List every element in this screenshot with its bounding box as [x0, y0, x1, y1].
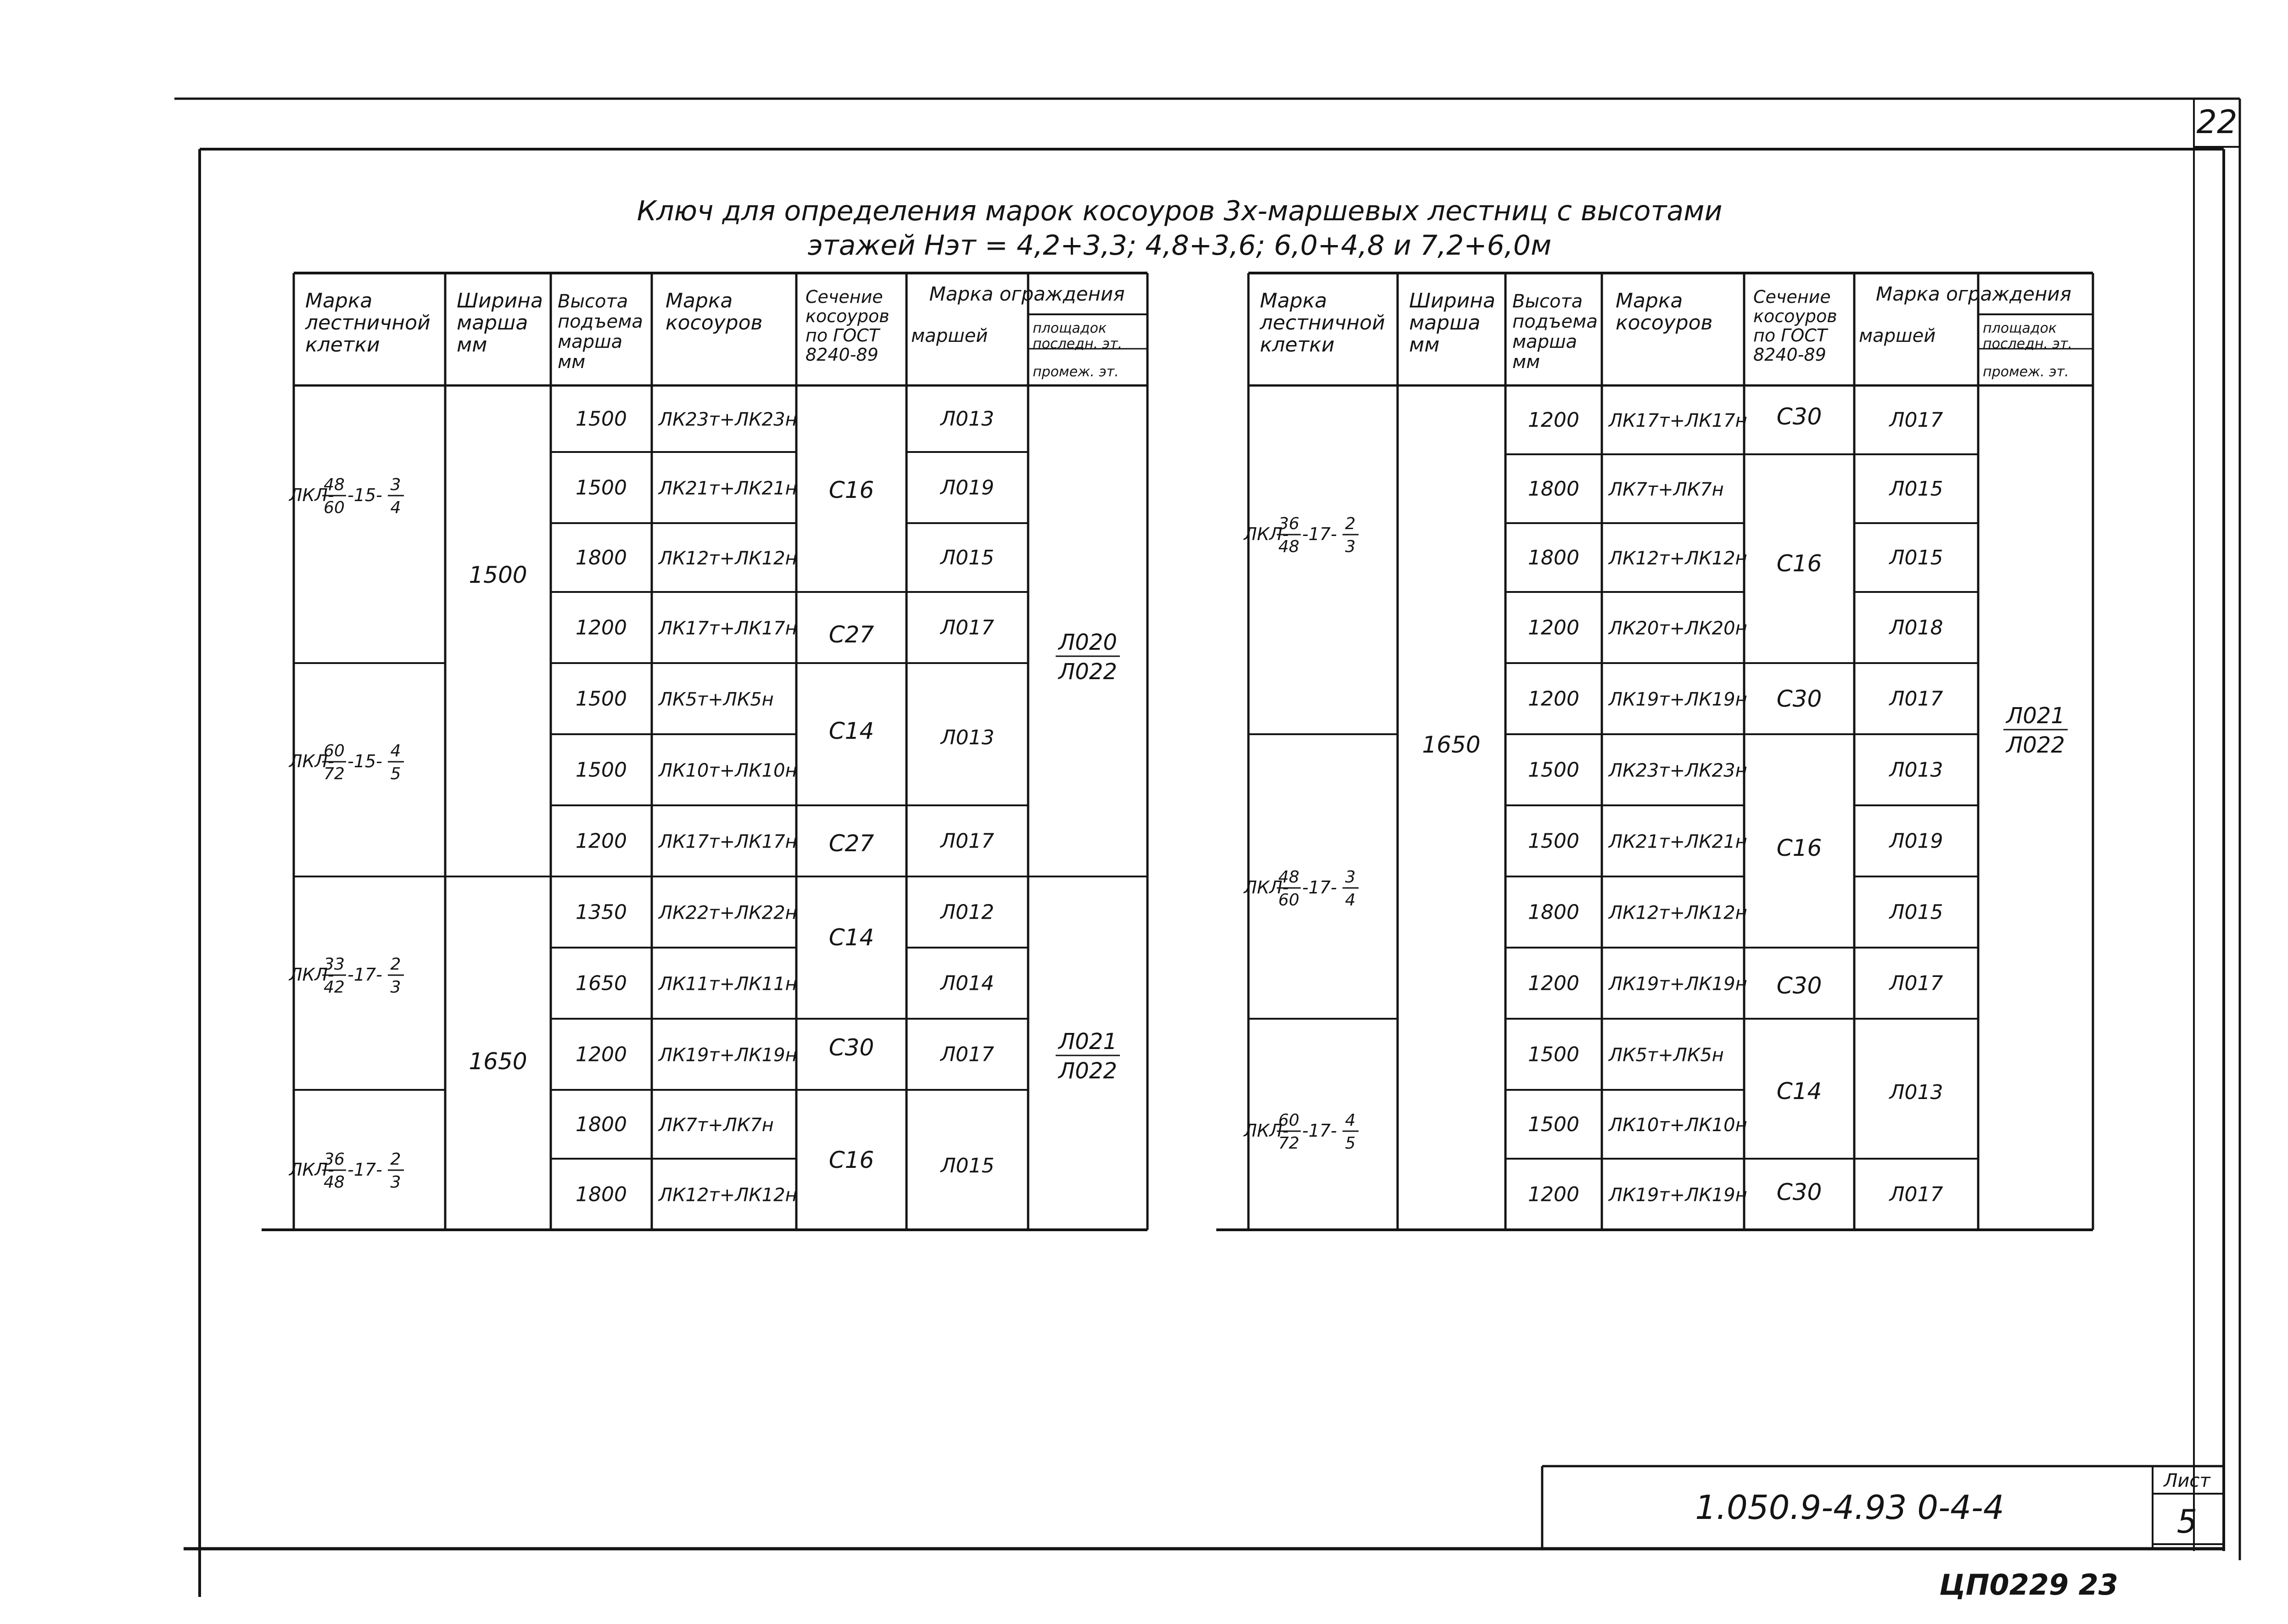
cell-flight-fence: Л015 — [1889, 546, 1943, 569]
cell-stringer-mark: ЛК23т+ЛК23н — [659, 409, 797, 430]
cell-flight-height: 1200 — [1528, 971, 1579, 995]
mark-prefix: ЛКЛ- — [289, 1160, 334, 1180]
cell-flight-fence: Л015 — [940, 546, 995, 569]
cell-flight-fence: Л017 — [940, 1043, 995, 1066]
mark-numerator: 60 — [1278, 1111, 1299, 1130]
landing-fence — [1056, 630, 1120, 685]
archive-stamp: ЦП0229 23 — [1939, 1568, 2118, 1602]
cell-flight-height: 1800 — [1528, 546, 1579, 569]
cell-flight-height: 1500 — [576, 407, 627, 431]
cell-flight-height: 1800 — [1528, 477, 1579, 501]
cell-stringer-mark: ЛК19т+ЛК19н — [1609, 689, 1747, 710]
cell-section: С30 — [1776, 403, 1822, 430]
cell-stringer-mark: ЛК21т+ЛК21н — [1609, 831, 1747, 853]
cell-flight-fence: Л015 — [1889, 477, 1943, 501]
cell-flight-height: 1800 — [576, 546, 627, 569]
cell-flight-height: 1500 — [576, 476, 627, 500]
cell-flight-height: 1500 — [1528, 1043, 1579, 1066]
cell-flight-height: 1200 — [1528, 1183, 1579, 1206]
header-width: Ширина — [1409, 289, 1495, 313]
cell-flight-height: 1200 — [576, 829, 627, 853]
mark-fraction-num: 2 — [390, 1150, 401, 1169]
header-section: косоуров — [1753, 306, 1837, 326]
mark-numerator: 33 — [324, 955, 345, 974]
cell-stringer-mark: ЛК12т+ЛК12н — [659, 1184, 797, 1206]
header-section: Сечение — [806, 287, 883, 307]
mark-middle: -17- — [347, 965, 382, 985]
cell-stringer-mark: ЛК10т+ЛК10н — [659, 760, 797, 781]
cell-flight-height: 1800 — [1528, 900, 1579, 924]
cell-flight-fence: Л017 — [1889, 408, 1943, 432]
header-mark: Марка — [1260, 289, 1327, 313]
cell-stringer-mark: ЛК22т+ЛК22н — [659, 902, 797, 924]
mark-prefix: ЛКЛ- — [1244, 877, 1289, 898]
cell-section: С16 — [828, 477, 874, 503]
cell-flight-fence: Л017 — [940, 829, 995, 853]
cell-stringer-mark: ЛК20т+ЛК20н — [1609, 618, 1747, 639]
staircase-mark — [1243, 868, 1359, 910]
cell-flight-height: 1500 — [1528, 1113, 1579, 1136]
mark-prefix: ЛКЛ- — [1244, 524, 1289, 544]
header-height: марша — [1512, 331, 1578, 352]
cell-section: С30 — [828, 1034, 874, 1061]
staircase-mark — [288, 955, 404, 997]
cell-flight-height: 1200 — [1528, 408, 1579, 432]
mark-middle: -15- — [347, 485, 382, 505]
corner-sheet-number: 22 — [2196, 103, 2238, 141]
header-section: 8240-89 — [806, 345, 878, 365]
cell-flight-height: 1200 — [1528, 616, 1579, 640]
cell-flight-fence: Л017 — [1889, 687, 1943, 711]
cell-section: С30 — [1776, 1179, 1822, 1205]
landing-fence-bottom: Л022 — [1058, 1058, 1117, 1084]
cell-stringer-mark: ЛК7т+ЛК7н — [659, 1115, 774, 1136]
cell-stringer-mark: ЛК7т+ЛК7н — [1609, 479, 1724, 500]
header-section: по ГОСТ — [806, 325, 879, 346]
mark-middle: -17- — [1302, 877, 1337, 898]
cell-flight-fence: Л017 — [1889, 1183, 1943, 1206]
header-fence: Марка ограждения — [929, 283, 1125, 305]
mark-numerator: 36 — [324, 1150, 345, 1169]
mark-middle: -17- — [1302, 524, 1337, 544]
header-width: мм — [1409, 333, 1440, 357]
cell-stringer-mark: ЛК10т+ЛК10н — [1609, 1115, 1747, 1136]
cell-section: С14 — [828, 924, 874, 951]
mark-fraction-den: 3 — [390, 978, 401, 997]
mark-fraction-num: 3 — [390, 475, 401, 494]
header-fence-landings: последн. эт. — [1983, 336, 2072, 352]
cell-section: С14 — [1776, 1078, 1822, 1105]
cell-flight-height: 1200 — [1528, 687, 1579, 711]
cell-flight-height: 1650 — [576, 971, 627, 995]
cell-section: С16 — [828, 1147, 874, 1173]
mark-prefix: ЛКЛ- — [289, 965, 334, 985]
cell-flight-height: 1800 — [576, 1183, 627, 1206]
mark-numerator: 48 — [1278, 868, 1299, 887]
header-fence-flights: маршей — [1859, 325, 1936, 346]
header-stringers: Марка — [666, 289, 733, 313]
mark-denominator: 72 — [324, 765, 345, 783]
cell-stringer-mark: ЛК12т+ЛК12н — [659, 548, 797, 569]
cell-flight-width: 1650 — [1422, 731, 1481, 758]
header-fence-landings-2: промеж. эт. — [1983, 364, 2069, 380]
header-height: мм — [558, 352, 586, 373]
staircase-mark — [1243, 1111, 1359, 1153]
header-mark: клетки — [1260, 333, 1335, 357]
cell-stringer-mark: ЛК19т+ЛК19н — [1609, 973, 1747, 995]
mark-fraction-num: 3 — [1345, 868, 1356, 887]
header-fence-landings: последн. эт. — [1033, 336, 1122, 352]
cell-flight-fence: Л019 — [1889, 829, 1943, 853]
cell-flight-width: 1500 — [469, 562, 527, 588]
header-height: марша — [558, 331, 623, 352]
cell-stringer-mark: ЛК12т+ЛК12н — [1609, 902, 1747, 924]
cell-section: С27 — [828, 621, 874, 648]
header-height: Высота — [558, 291, 628, 312]
mark-fraction-den: 5 — [1345, 1134, 1356, 1153]
cell-flight-fence: Л012 — [940, 900, 995, 924]
mark-prefix: ЛКЛ- — [289, 485, 334, 505]
staircase-mark — [1243, 514, 1359, 556]
cell-stringer-mark: ЛК17т+ЛК17н — [659, 831, 797, 853]
mark-numerator: 60 — [324, 742, 345, 760]
header-width: марша — [457, 311, 528, 335]
title-line-2: этажей Нэт = 4,2+3,3; 4,8+3,6; 6,0+4,8 и 7,2+6,0м — [807, 229, 1552, 262]
cell-flight-width: 1650 — [469, 1048, 527, 1075]
cell-flight-fence: Л013 — [940, 726, 995, 749]
header-fence-flights: маршей — [911, 325, 988, 346]
landing-fence — [1056, 1029, 1120, 1084]
cell-section: С16 — [1776, 550, 1822, 577]
cell-flight-fence: Л015 — [1889, 900, 1943, 924]
cell-flight-height: 1800 — [576, 1113, 627, 1136]
header-mark: Марка — [305, 289, 373, 313]
mark-fraction-den: 4 — [1345, 891, 1356, 910]
cell-stringer-mark: ЛК21т+ЛК21н — [659, 478, 797, 499]
mark-middle: -17- — [347, 1160, 382, 1180]
cell-section: С30 — [1776, 972, 1822, 999]
cell-stringer-mark: ЛК11т+ЛК11н — [659, 973, 797, 995]
header-fence-landings-2: промеж. эт. — [1033, 364, 1119, 380]
mark-denominator: 60 — [324, 498, 345, 517]
mark-fraction-num: 4 — [1345, 1111, 1356, 1130]
header-height: подъема — [558, 311, 643, 332]
cell-flight-fence: Л017 — [940, 616, 995, 640]
cell-flight-fence: Л013 — [1889, 758, 1943, 782]
header-section: по ГОСТ — [1753, 325, 1827, 346]
sheet-label: Лист — [2164, 1470, 2210, 1491]
cell-flight-height: 1500 — [1528, 758, 1579, 782]
title-line-1: Ключ для определения марок косоуров 3х-маршевых лестниц с высотами — [637, 195, 1723, 227]
cell-stringer-mark: ЛК5т+ЛК5н — [1609, 1044, 1724, 1066]
header-mark: лестничной — [305, 311, 431, 335]
header-stringers: Марка — [1616, 289, 1683, 313]
mark-fraction-den: 3 — [1345, 537, 1356, 556]
header-height: мм — [1512, 352, 1540, 373]
cell-flight-height: 1200 — [576, 616, 627, 640]
cell-stringer-mark: ЛК5т+ЛК5н — [659, 689, 774, 710]
cell-flight-height: 1350 — [576, 900, 627, 924]
header-section: косоуров — [806, 306, 889, 326]
cell-stringer-mark: ЛК12т+ЛК12н — [1609, 548, 1747, 569]
header-width: мм — [457, 333, 487, 357]
mark-fraction-den: 4 — [390, 498, 401, 517]
header-stringers: косоуров — [666, 311, 763, 335]
cell-flight-height: 1500 — [576, 758, 627, 782]
header-fence-landings: площадок — [1983, 320, 2057, 336]
cell-flight-fence: Л013 — [1889, 1081, 1943, 1104]
mark-denominator: 72 — [1278, 1134, 1299, 1153]
right-stringer-table — [1216, 273, 2093, 1230]
cell-flight-fence: Л018 — [1889, 616, 1943, 640]
mark-prefix: ЛКЛ- — [1244, 1121, 1289, 1141]
cell-stringer-mark: ЛК23т+ЛК23н — [1609, 760, 1747, 781]
cell-section: С27 — [828, 830, 874, 857]
mark-fraction-den: 3 — [390, 1173, 401, 1192]
header-width: Ширина — [457, 289, 543, 313]
header-height: подъема — [1512, 311, 1598, 332]
header-stringers: косоуров — [1616, 311, 1713, 335]
mark-middle: -17- — [1302, 1121, 1337, 1141]
cell-section: С30 — [1776, 686, 1822, 712]
cell-stringer-mark: ЛК19т+ЛК19н — [1609, 1184, 1747, 1206]
mark-denominator: 48 — [1278, 537, 1299, 556]
header-height: Высота — [1512, 291, 1583, 312]
cell-stringer-mark: ЛК19т+ЛК19н — [659, 1044, 797, 1066]
mark-denominator: 48 — [324, 1173, 345, 1192]
landing-fence — [2003, 703, 2068, 758]
staircase-mark — [288, 742, 404, 783]
cell-flight-height: 1200 — [576, 1043, 627, 1066]
mark-denominator: 42 — [324, 978, 345, 997]
mark-numerator: 36 — [1278, 514, 1299, 533]
landing-fence-top: Л021 — [2006, 703, 2065, 729]
sheet-number: 5 — [2176, 1503, 2198, 1540]
cell-stringer-mark: ЛК17т+ЛК17н — [1609, 410, 1747, 431]
header-width: марша — [1409, 311, 1481, 335]
mark-middle: -15- — [347, 751, 382, 771]
mark-fraction-num: 4 — [390, 742, 401, 760]
header-fence: Марка ограждения — [1876, 283, 2071, 305]
cell-flight-fence: Л019 — [940, 476, 995, 500]
left-stringer-table — [262, 273, 1147, 1230]
landing-fence-top: Л021 — [1058, 1029, 1117, 1055]
mark-fraction-num: 2 — [1345, 514, 1356, 533]
landing-fence-bottom: Л022 — [1058, 659, 1117, 685]
mark-fraction-num: 2 — [390, 955, 401, 974]
cell-flight-height: 1500 — [576, 687, 627, 711]
document-code: 1.050.9-4.93 0-4-4 — [1695, 1488, 2004, 1527]
header-section: 8240-89 — [1753, 345, 1826, 365]
cell-section: С14 — [828, 718, 874, 744]
landing-fence-bottom: Л022 — [2006, 732, 2065, 758]
landing-fence-top: Л020 — [1058, 630, 1117, 655]
cell-flight-fence: Л015 — [940, 1154, 995, 1178]
cell-flight-fence: Л014 — [940, 971, 995, 995]
header-mark: клетки — [305, 333, 380, 357]
staircase-mark — [288, 1150, 404, 1192]
header-mark: лестничной — [1260, 311, 1385, 335]
mark-fraction-den: 5 — [390, 765, 401, 783]
cell-flight-fence: Л017 — [1889, 971, 1943, 995]
cell-stringer-mark: ЛК17т+ЛК17н — [659, 618, 797, 639]
mark-numerator: 48 — [324, 475, 345, 494]
staircase-mark — [288, 475, 404, 517]
cell-flight-height: 1500 — [1528, 829, 1579, 853]
mark-prefix: ЛКЛ- — [289, 751, 334, 771]
cell-flight-fence: Л013 — [940, 407, 995, 431]
header-fence-landings: площадок — [1033, 320, 1107, 336]
header-section: Сечение — [1753, 287, 1831, 307]
mark-denominator: 60 — [1278, 891, 1299, 910]
cell-section: С16 — [1776, 835, 1822, 861]
